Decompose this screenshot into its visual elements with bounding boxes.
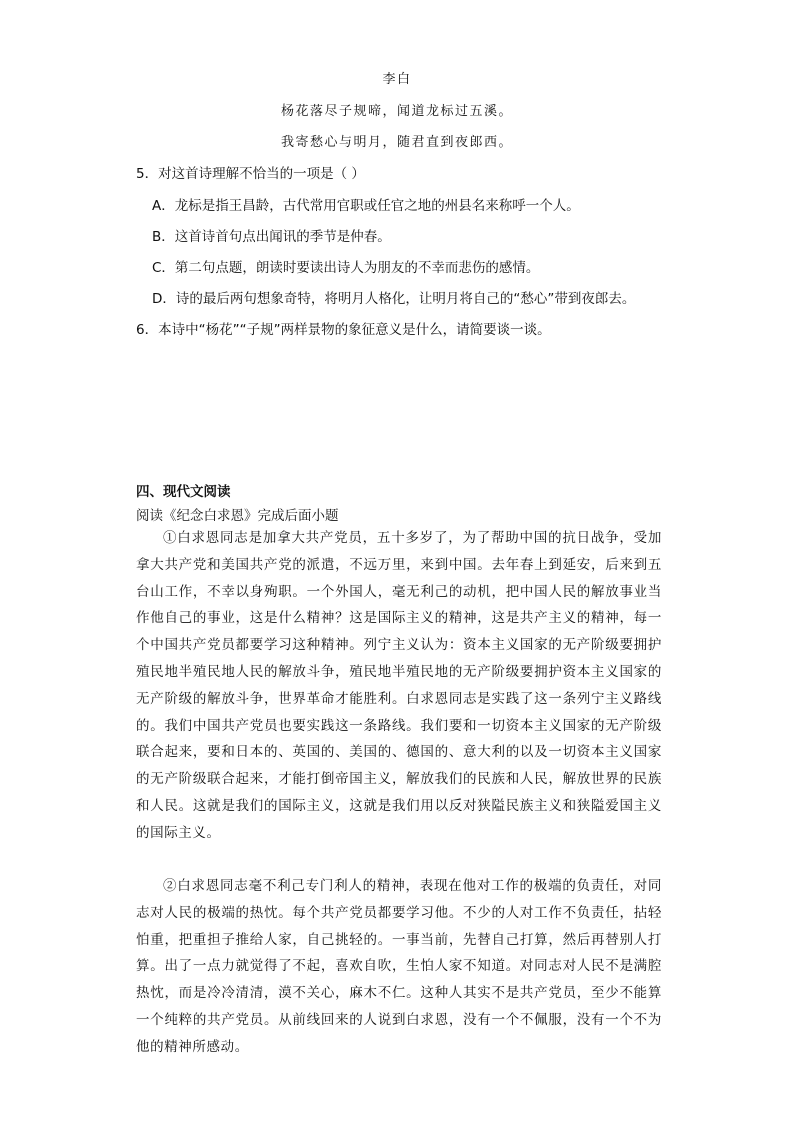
question-5-stem: 5．对这首诗理解不恰当的一项是（ ） xyxy=(136,166,365,182)
question-5-option-d: D．诗的最后两句想象奇特，将明月人格化，让明月将自己的“愁心”带到夜郎去。 xyxy=(152,291,636,307)
question-5-option-a: A．龙标是指王昌龄，古代常用官职或任官之地的州县名来称呼一个人。 xyxy=(152,198,580,214)
question-5-option-b: B．这首诗首句点出闻讯的季节是仲春。 xyxy=(152,229,391,245)
poem-line-1: 杨花落尽子规啼，闻道龙标过五溪。 xyxy=(280,104,513,119)
question-5-option-c: C．第二句点题，朗读时要读出诗人为朋友的不幸而悲伤的感情。 xyxy=(152,260,540,276)
poem-line-2: 我寄愁心与明月，随君直到夜郎西。 xyxy=(280,135,513,150)
reading-instruction: 阅读《纪念白求恩》完成后面小题 xyxy=(136,508,339,524)
section-heading: 四、现代文阅读 xyxy=(136,484,231,500)
essay-paragraph-2: ②白求恩同志毫不利己专门利人的精神，表现在他对工作的极端的负责任，对同志对人民的极端的热忱。每个共产党员都要学习他。不少的人对工作不负责任，拈轻怕重，把重担子推给人家，自己挑轻的。一事当前，先替自己打算，然后再替别人打算。出了一点力就觉得了不起，喜欢自吹，生怕人家不知道。对同志对人民不是满腔热忱，而是冷冷清清，漠不关心，麻木不仁。这种人其实不是共产党员，至少不能算一个纯粹的共产党员。从前线回来的人说到白求恩，没有一个不佩服，没有一个不为他的精神所感动。 xyxy=(136,878,662,1055)
poem-author: 李白 xyxy=(382,72,412,87)
essay-paragraph-1: ①白求恩同志是加拿大共产党员，五十多岁了，为了帮助中国的抗日战争，受加拿大共产党和美国共产党的派遣，不远万里，来到中国。去年春上到延安，后来到五台山工作，不幸以身殉职。一个外国人，毫无利己的动机，把中国人民的解放事业当作他自己的事业，这是什么精神？这是国际主义的精神，这是共产主义的精神，每一个中国共产党员都要学习这种精神。列宁主义认为：资本主义国家的无产阶级要拥护殖民地半殖民地人民的解放斗争，殖民地半殖民地的无产阶级要拥护资本主义国家的无产阶级的解放斗争，世界革命才能胜利。白求恩同志是实践了这一条列宁主义路线的。我们中国共产党员也要实践这一条路线。我们要和一切资本主义国家的无产阶级联合起来，要和日本的、英国的、美国的、德国的、意大利的以及一切资本主义国家的无产阶级联合起来，才能打倒帝国主义，解放我们的民族和人民，解放世界的民族和人民。这就是我们的国际主义，这就是我们用以反对狭隘民族主义和狭隘爱国主义的国际主义。 xyxy=(136,530,662,841)
question-6-stem: 6．本诗中“杨花”“子规”两样景物的象征意义是什么，请简要谈一谈。 xyxy=(136,322,551,338)
